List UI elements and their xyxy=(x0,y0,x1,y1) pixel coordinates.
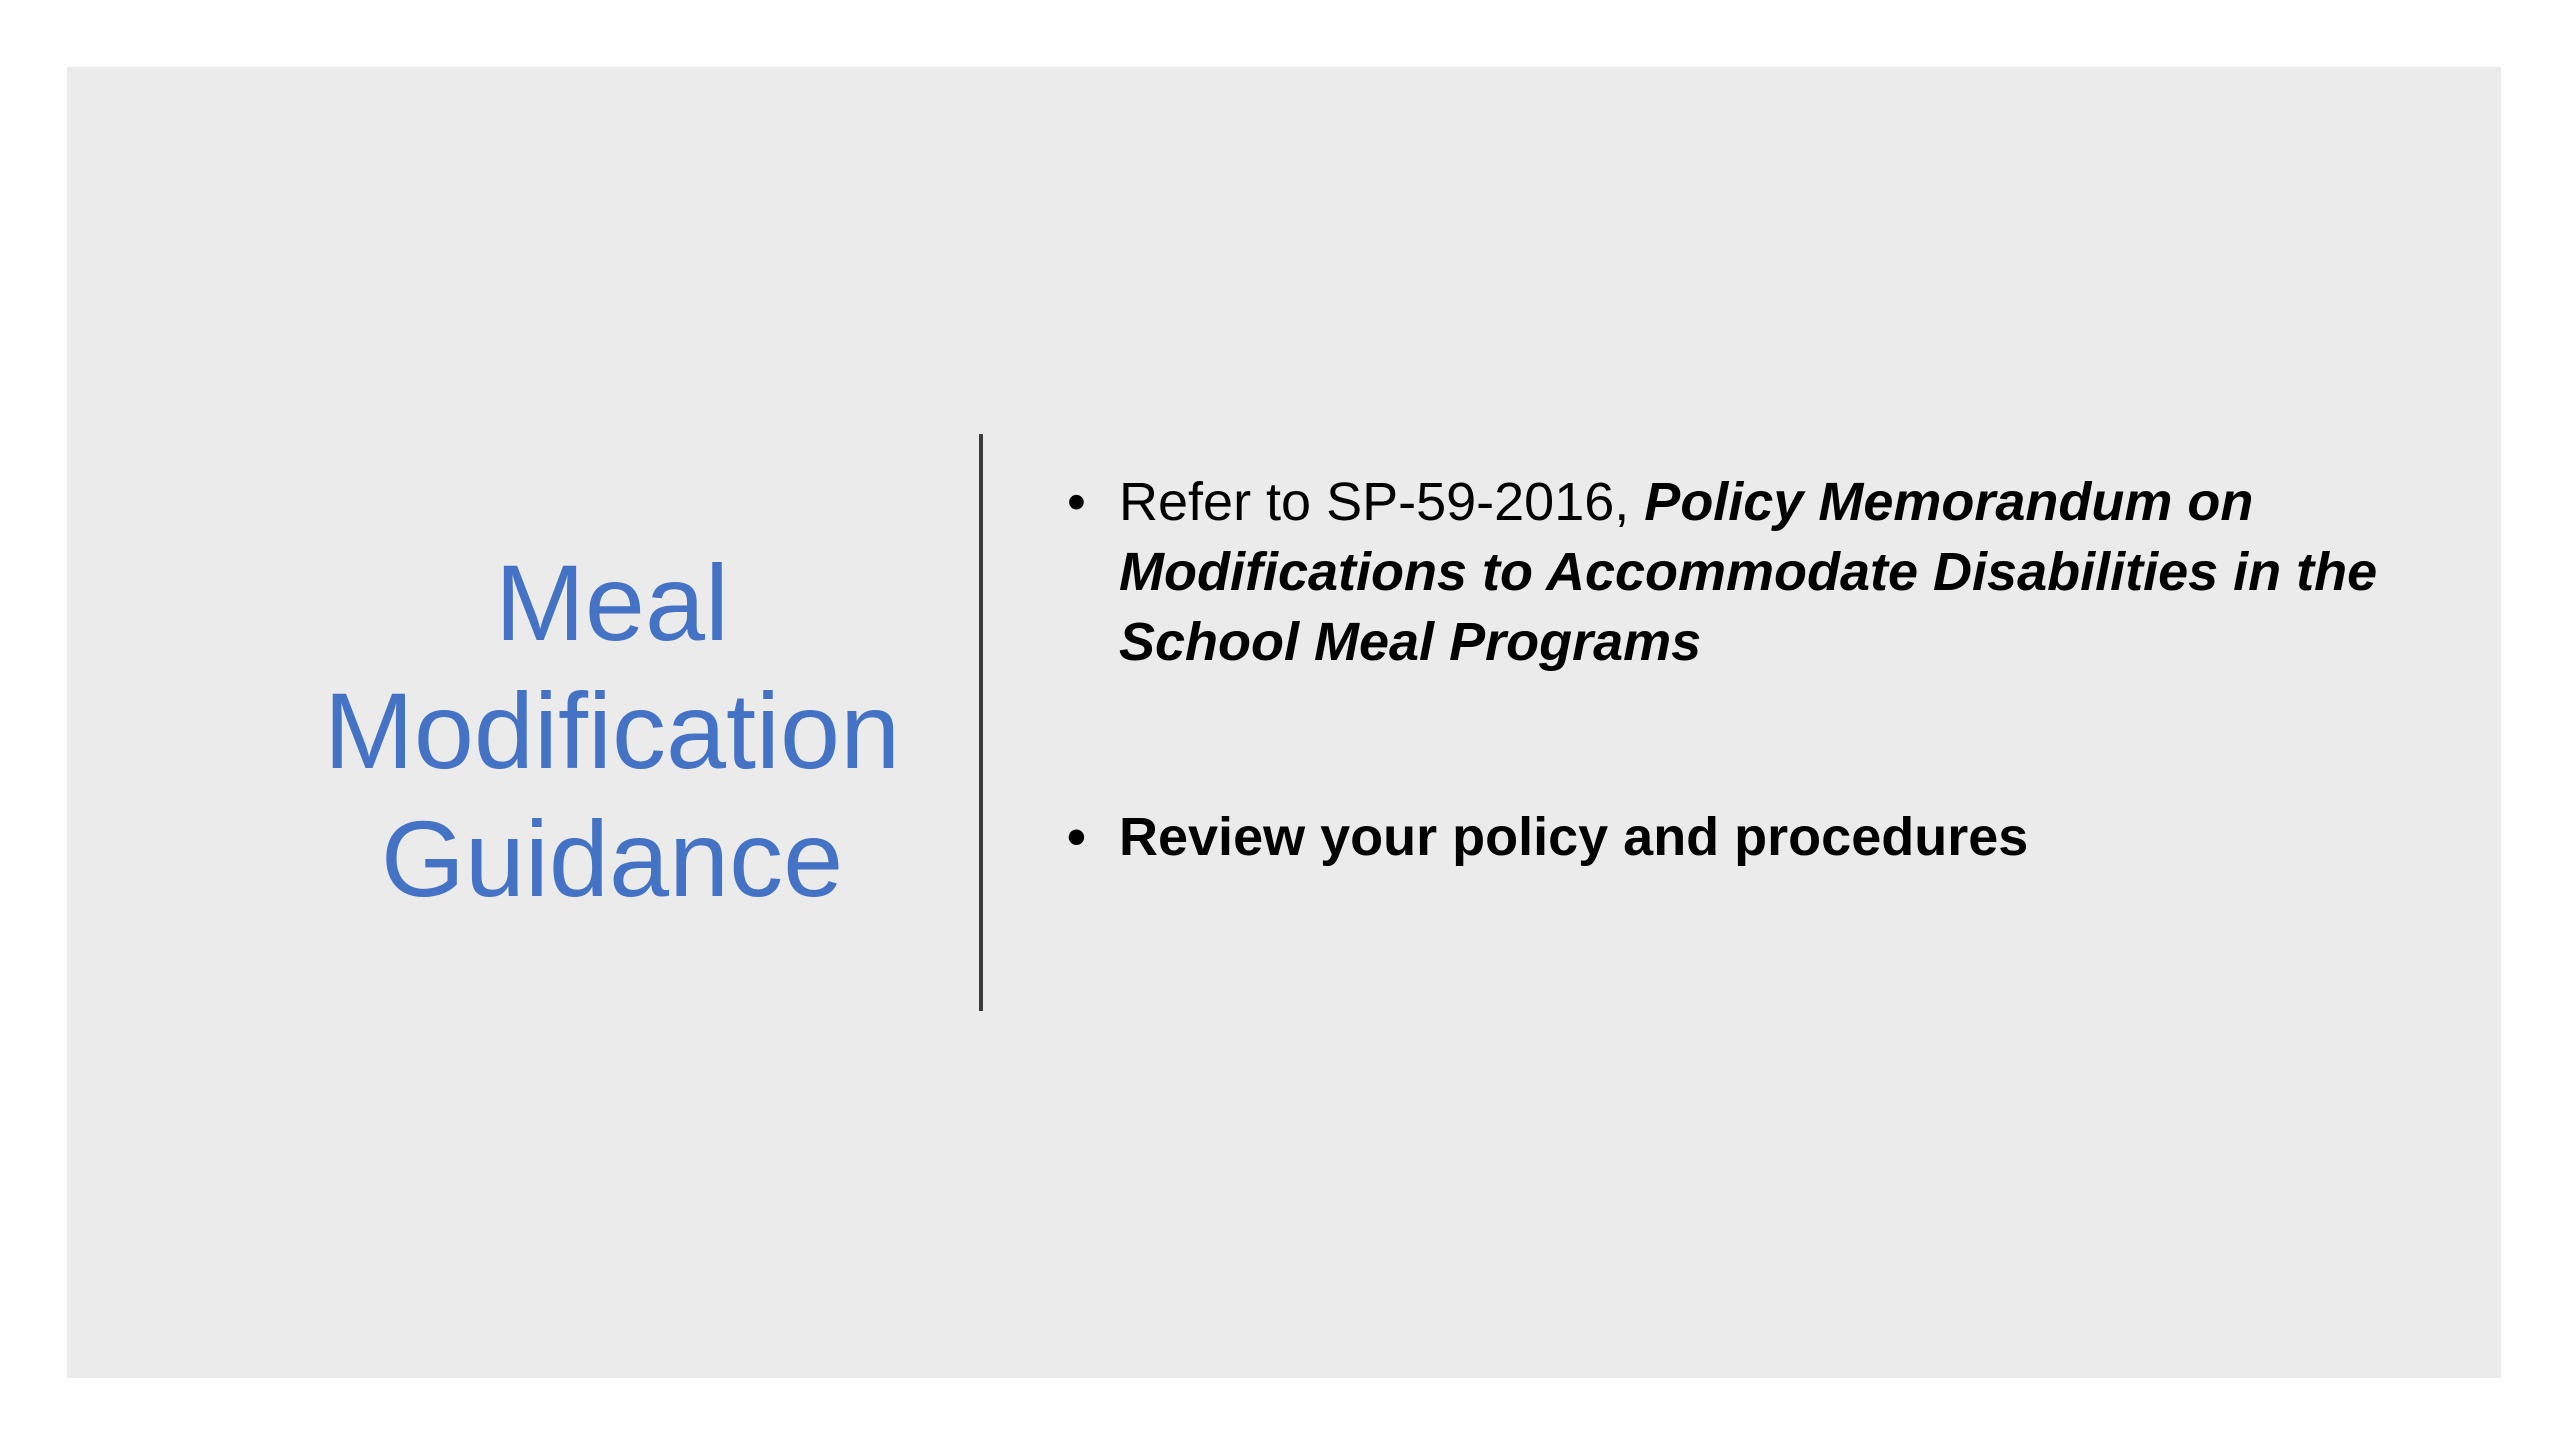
policy-memorandum-title: Policy Memorandum on Modifications to Accommodate Disabilities in the School Meal Programs xyxy=(1119,472,2378,672)
review-policy-text: Review your policy and procedures xyxy=(1119,807,2029,867)
slide-title xyxy=(257,539,967,923)
bullet-prefix-text: Refer to SP-59-2016, xyxy=(1119,472,1645,532)
bullet-item-review-policy xyxy=(1067,802,2427,872)
bullet-dot-icon: • xyxy=(1067,807,1086,867)
slide xyxy=(67,67,2501,1378)
bullet-list xyxy=(1067,467,2427,872)
title-line-1: Meal xyxy=(494,542,730,663)
title-line-2: Modification xyxy=(323,670,901,791)
vertical-divider xyxy=(979,434,983,1011)
bullet-dot-icon: • xyxy=(1067,472,1086,532)
bullet-item-sp-59-2016 xyxy=(1067,467,2427,677)
title-line-3: Guidance xyxy=(380,798,844,919)
